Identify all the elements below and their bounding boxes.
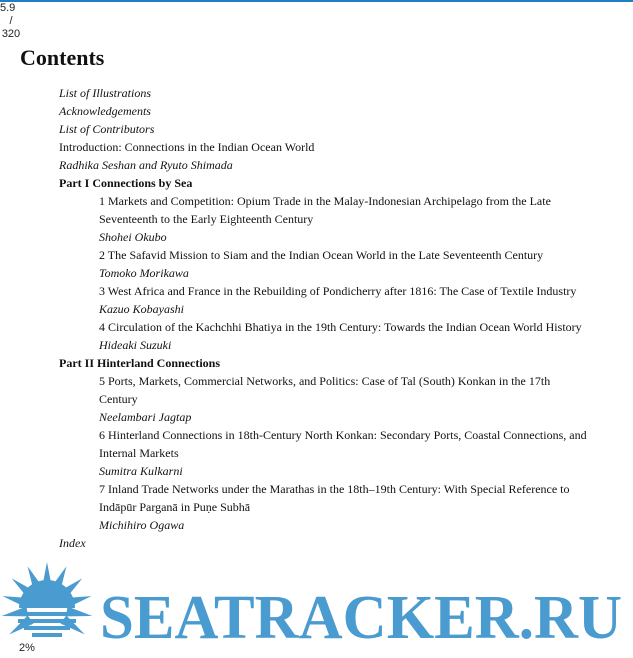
toc-link-acknowledgements[interactable]: Acknowledgements bbox=[59, 104, 151, 118]
watermark bbox=[0, 560, 633, 658]
chapter-author: Sumitra Kulkarni bbox=[99, 464, 183, 478]
introduction-authors: Radhika Seshan and Ryuto Shimada bbox=[59, 158, 233, 172]
toc-link-introduction[interactable]: Introduction: Connections in the Indian Ocean World bbox=[59, 140, 315, 154]
chapter-author: Tomoko Morikawa bbox=[99, 266, 189, 280]
chapter-title: 7 Inland Trade Networks under the Marathas in the 18th–19th Century: With Special Reference to Indāpūr Parganā in Puṇe Subhā bbox=[99, 482, 570, 514]
chapter-author: Kazuo Kobayashi bbox=[99, 302, 185, 316]
chapter-author: Neelambari Jagtap bbox=[99, 410, 192, 424]
toc-chapter-5[interactable] bbox=[59, 372, 619, 408]
toc-chapter-7[interactable] bbox=[59, 480, 619, 516]
page-counter-current: 5.9 bbox=[0, 2, 16, 14]
chapter-title: 2 The Safavid Mission to Siam and the Indian Ocean World in the Late Seventeenth Century bbox=[99, 248, 544, 262]
top-accent-line bbox=[0, 0, 633, 2]
page-title: Contents bbox=[20, 45, 105, 70]
toc-link-illustrations[interactable]: List of Illustrations bbox=[59, 86, 152, 100]
toc-part-2[interactable]: Part II Hinterland Connections bbox=[59, 356, 221, 370]
chapter-title: 1 Markets and Competition: Opium Trade in the Malay-Indonesian Archipelago from the Late Seventeenth to the Early Eighteenth Century bbox=[99, 194, 551, 226]
toc-part-1[interactable]: Part I Connections by Sea bbox=[59, 176, 193, 190]
table-of-contents bbox=[59, 84, 619, 552]
chapter-title: 4 Circulation of the Kachchhi Bhatiya in the 19th Century: Towards the Indian Ocean World History bbox=[99, 320, 582, 334]
progress-percent: 2% bbox=[19, 642, 35, 654]
toc-chapter-6[interactable] bbox=[59, 426, 619, 462]
chapter-author: Michihiro Ogawa bbox=[99, 518, 185, 532]
page-counter-total: 320 bbox=[1, 28, 21, 40]
toc-chapter-1[interactable] bbox=[59, 192, 619, 228]
toc-chapter-2[interactable] bbox=[59, 246, 619, 264]
page-counter-separator: / bbox=[9, 15, 13, 27]
sun-logo-icon bbox=[1, 562, 93, 638]
toc-link-contributors[interactable]: List of Contributors bbox=[59, 122, 155, 136]
chapter-author: Shohei Okubo bbox=[99, 230, 167, 244]
chapter-author: Hideaki Suzuki bbox=[99, 338, 172, 352]
toc-chapter-4[interactable] bbox=[59, 318, 619, 336]
watermark-text: SEATRACKER.RU bbox=[100, 584, 622, 652]
toc-chapter-3[interactable] bbox=[59, 282, 619, 300]
chapter-title: 5 Ports, Markets, Commercial Networks, and Politics: Case of Tal (South) Konkan in the 17th Century bbox=[99, 374, 551, 406]
page-counter bbox=[0, 2, 22, 41]
toc-link-index[interactable]: Index bbox=[59, 536, 86, 550]
chapter-title: 6 Hinterland Connections in 18th-Century North Konkan: Secondary Ports, Coastal Connections, and Internal Markets bbox=[99, 428, 587, 460]
chapter-title: 3 West Africa and France in the Rebuilding of Pondicherry after 1816: The Case of Textile Industry bbox=[99, 284, 577, 298]
